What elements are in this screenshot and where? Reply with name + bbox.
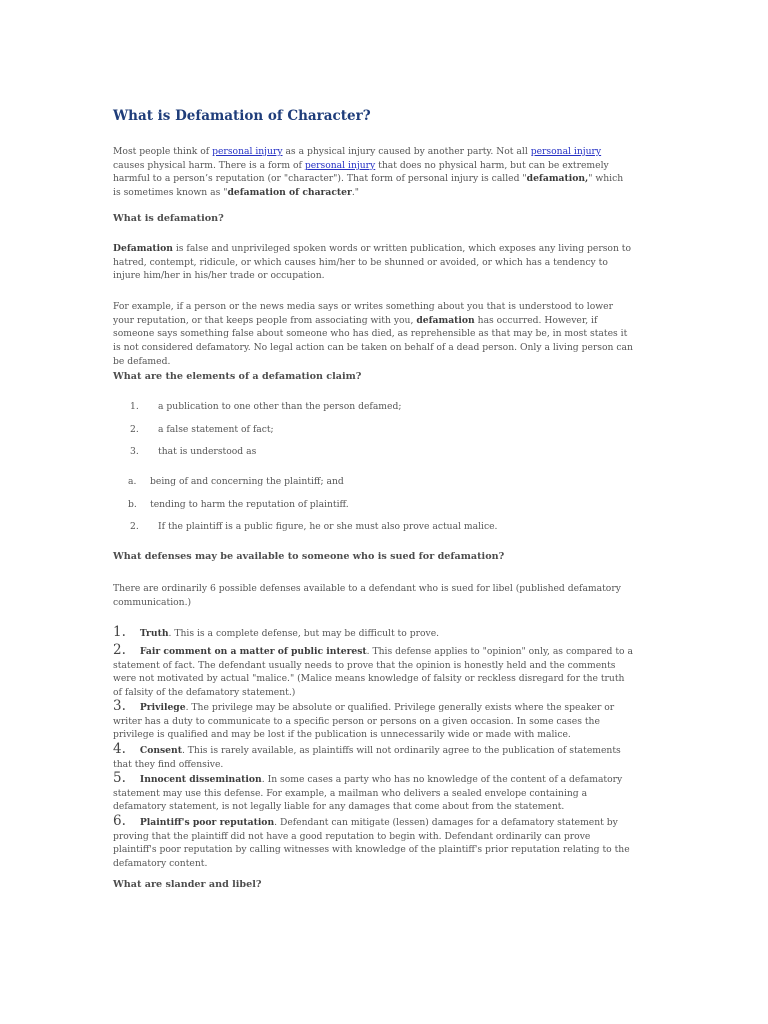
definition-paragraph: [113, 242, 633, 283]
defense-text: . In some cases a party who has no knowledge of the content of a defamatory statement may use this defense. For example, a mailman who delivers a sealed envelope containing a defamatory statement, is not legally liable for any damages that come about from the statement.: [113, 774, 623, 813]
personal-injury-link[interactable]: personal injury: [530, 146, 602, 157]
defense-text: . The privilege may be absolute or qualified. Privilege generally exists where the speaker or writer has a duty to communicate to a specific person or persons on a given occasion. In some cases the privilege is qualified and may be lost if the publication is unnecessarily wide or made with malice.: [113, 702, 615, 741]
list-text: being of and concerning the plaintiff; and: [150, 476, 344, 487]
section-heading-defenses: What defenses may be available to someone who is sued for defamation?: [113, 551, 505, 562]
defense-number: 2.: [113, 642, 126, 658]
intro-text: Most people think of: [113, 146, 213, 157]
section-heading-slander-libel: What are slander and libel?: [113, 879, 262, 890]
list-number: 2.: [130, 424, 139, 435]
defense-number: 6.: [113, 813, 126, 829]
intro-paragraph: [113, 145, 633, 200]
page-title: What is Defamation of Character?: [113, 108, 371, 124]
defense-number: 3.: [113, 698, 126, 714]
intro-text: .": [351, 187, 360, 199]
list-text: that is understood as: [158, 446, 257, 457]
list-text: a false statement of fact;: [158, 424, 274, 435]
definition-term: Defamation: [113, 243, 173, 254]
list-text: tending to harm the reputation of plaintiff.: [150, 499, 349, 510]
defense-name: Privilege: [139, 702, 186, 713]
defense-item: [113, 743, 633, 771]
defense-number: 1.: [113, 624, 126, 640]
definition-text: is false and unprivileged spoken words or written publication, which exposes any living person to hatred, contempt, ridicule, or which causes him/her to be shunned or avoided, or which has a tendency to injure him/her in his/her trade or occupation.: [113, 243, 632, 282]
defense-name: Plaintiff's poor reputation: [139, 817, 275, 828]
intro-text: causes physical harm. There is a form of: [113, 159, 305, 171]
personal-injury-link[interactable]: personal injury: [212, 146, 283, 157]
example-text: For example, if a person or the news media says or writes something about you that is understood to lower your reputation, or that keeps people from associating with you,: [113, 301, 613, 326]
defense-text: . Defendant can mitigate (lessen) damages for a defamatory statement by proving that the plaintiff did not have a good reputation to begin with. Defendant ordinarily can prove plaintiff's poor reputation by calling witnesses with knowledge of the plaintiff's prior reputation relating to the defamatory content.: [113, 817, 630, 870]
example-paragraph: [113, 300, 633, 369]
defense-item: [113, 772, 633, 814]
list-letter: b.: [128, 499, 137, 510]
defense-name: Innocent dissemination: [139, 774, 262, 785]
list-number: 2.: [130, 521, 139, 532]
defense-item: [113, 644, 633, 700]
intro-text: as a physical injury caused by another party. Not all: [282, 146, 531, 157]
defense-text: . This defense applies to "opinion" only, as compared to a statement of fact. The defendant usually needs to prove that the opinion is honestly held and the comments were not motivated by actual "malice." (Malice means knowledge of falsity or reckless disregard for the truth of falsity of the defamatory statement.): [113, 646, 633, 699]
section-heading-elements: What are the elements of a defamation claim?: [113, 371, 362, 382]
list-text: a publication to one other than the person defamed;: [158, 401, 402, 412]
list-number: 1.: [130, 401, 139, 412]
example-bold: defamation: [416, 314, 475, 326]
intro-text: that does no physical harm, but can be extremely harmful to a person’s reputation (or "character"). That form of personal injury is called ": [113, 159, 609, 185]
defenses-intro: There are ordinarily 6 possible defenses available to a defendant who is sued for libel (published defamatory communication.): [113, 583, 621, 608]
defense-item: [113, 815, 633, 871]
section-heading-what-is-defamation: What is defamation?: [113, 213, 224, 224]
defense-item: [113, 626, 633, 641]
defense-number: 4.: [113, 741, 126, 757]
defense-name: Consent: [139, 745, 182, 756]
defense-text: . This is rarely available, as plaintiffs will not ordinarily agree to the publication of statements that they find offensive.: [113, 745, 621, 770]
defense-number: 5.: [113, 770, 126, 786]
personal-injury-link[interactable]: personal injury: [304, 159, 376, 171]
defense-name: Fair comment on a matter of public interest: [139, 646, 367, 657]
defense-text: . This is a complete defense, but may be difficult to prove.: [168, 628, 440, 639]
intro-text: " which is sometimes known as ": [113, 173, 624, 199]
example-text: has occurred. However, if someone says something false about someone who has died, as reprehensible as that may be, in most states it is not considered defamatory. No legal action can be taken on behalf of a dead person. Only a living person can be defamed.: [113, 314, 633, 367]
list-letter: a.: [128, 476, 137, 487]
defense-item: [113, 700, 633, 742]
list-text: If the plaintiff is a public figure, he or she must also prove actual malice.: [158, 521, 498, 532]
intro-bold: defamation,: [526, 173, 589, 185]
list-number: 3.: [130, 446, 139, 457]
defense-name: Truth: [139, 628, 169, 639]
intro-bold: defamation of character: [227, 187, 352, 199]
